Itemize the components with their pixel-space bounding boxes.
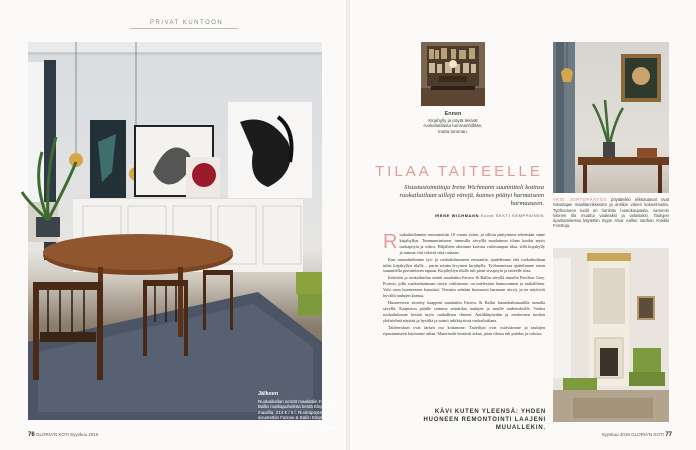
folio-left-number: 76 (28, 432, 35, 438)
body-paragraph-text: uokailutilamme remontoitiin 10 vuotta sitten, ja silloin päätyimme tekemään sinne kirjahyllyn. Tummansiniseen, tummilla sävyillä maalattuun tilaan kuului myös ruokapöytä ja sohva. Hiljalleen aloimme kaivata valoisampaa tilaa, sillä kirjahylly ja tumma väri tekivät siitä raskaan. (399, 232, 545, 255)
side-caption-text: pöytäleikki elikkäutavat ovat Sisustajan maalitarvikkeiden ja antiikin värien kokoelmasta. Työhuoneen tuolit on hankittu huutokaupasta. Aiemmin sininen tila muuttui vaaleaksi ja valoisaksi. Taulujen ripustamisessa käytettiin Ingon Alvar Aallon Vanhan Antiikki Fonstoja. (553, 197, 669, 229)
folio-left-text: GLORIA'N KOTI Syyskuu 2016 (35, 432, 99, 437)
folio-left (28, 432, 98, 438)
folio-right-text: Syyskuu 2016 GLORIA'N KOTI (601, 432, 665, 437)
pull-quote: KÄVI KUTEN YLEENSÄ: YHDEN HUONEEN REMONTOINTI LAAJENI MUUALLEKIN. (423, 409, 546, 431)
fireplace-photo (553, 248, 669, 422)
folio-right (560, 432, 672, 438)
photo-caption-text: Ruokailutilan seinät maalattiin Farrow & Ballin matkapuhelinta kestä Elephantin maalilla, 214 € / 5 l. Ruokapöytä sisustettiin Farrow & Ballin Elephant maalin sävyllä. Taideteokset Rami Parkkinen, Anna Estola, Laura Martelin, Tuomo Manninen. (258, 398, 338, 437)
byline-author: IRENE WICHMANN (434, 213, 480, 218)
fireplace-illustration (553, 248, 669, 422)
circle-caption-text: Kirjahylly ja pöytä tekivät ruokailutilasta tummanhillitän, mutta tumman. (423, 117, 483, 134)
folio-right-number: 77 (665, 432, 672, 438)
photo-caption-title: Jälkeen (258, 391, 279, 397)
dining-room-illustration (28, 42, 322, 420)
body-paragraph (383, 232, 545, 256)
side-caption-kicker: YKSI JOHTOPÄÄTÖS (553, 197, 607, 202)
workroom-photo (553, 42, 669, 193)
article-byline (398, 213, 544, 218)
body-paragraph: Huoneeseen siirretty kaappini maalattiin Farrow & Ballin huonekalumaalilla samalla sävyllä. Kaapiston pääille saimme seinätilaa taulujen ja muille taideteoksille. Vaalea ruokailuhuone kestää myös rauhallisen ilmeen. Antiikkipöydän ja modernien tuolien yhdistelmä näyttää ja hyvältä ja toimii arkikäytössä ruokailutilana. (383, 299, 545, 323)
body-paragraph: Kun suunnittelimme työ- ja ruokailuhuoneen remonttia, ajattelimme että ruokailutilaan tulisi kirjahyllyn tilalle – parin seinän levyinen kirjahylly. Työhuoneessa ajattelimme ensin suunnitella perinteiseen tapaan. Kirjahyllyn tilalle tuli pieni sivupöytä ja taiteelle tilaa. (383, 256, 545, 274)
side-caption (553, 197, 669, 229)
gutter (346, 0, 350, 450)
drop-cap: R (383, 231, 398, 253)
body-paragraph: Kettiöön ja ruokailutilan seinät maalattiin Farrow & Ballin sävyllä nimeltä Pavilion Grey. Pronssi, jolla vaaleanharmaan sävyn valitsimme, on mielestäni harmooninen ja rauhallinen. Valo osuu huoneeseen kauniisti. Testasin seinään luonnosta harmaan sävyä, ja ne näyttivät hyvältä taulujen kanssa. (383, 275, 545, 299)
workroom-illustration (553, 42, 669, 193)
circle-caption (418, 112, 488, 134)
article-lead: Sisustustoimittaja Irene Wichmann suunnitteli kotinsa ruokailutilaan uillejä värejä, kunnes pöätyi harmaiseen harmaaseen. (399, 184, 544, 207)
byline-photographer: Kuvat SEKTI SEMPPAINEN (480, 213, 544, 218)
before-circle-photo (421, 42, 485, 106)
section-rule (130, 28, 238, 29)
bookshelf-illustration (421, 42, 485, 106)
photo-caption (258, 392, 338, 437)
article-body (383, 232, 545, 337)
section-label: PRIVAT KUNTOON (150, 20, 224, 26)
circle-caption-title: Ennen (444, 111, 462, 117)
body-paragraph: Taideteokset ovat tärkeä osa kotiamme. Taiteilijat ovat ystäviämme ja taulujen ripustamiseen käytimme aikaa. Materiaalit kestävät aikaa, joten tilasta tuli puhdas ja valoisa. (383, 324, 545, 336)
article-headline: TILAA TAITEELLE (375, 163, 543, 180)
